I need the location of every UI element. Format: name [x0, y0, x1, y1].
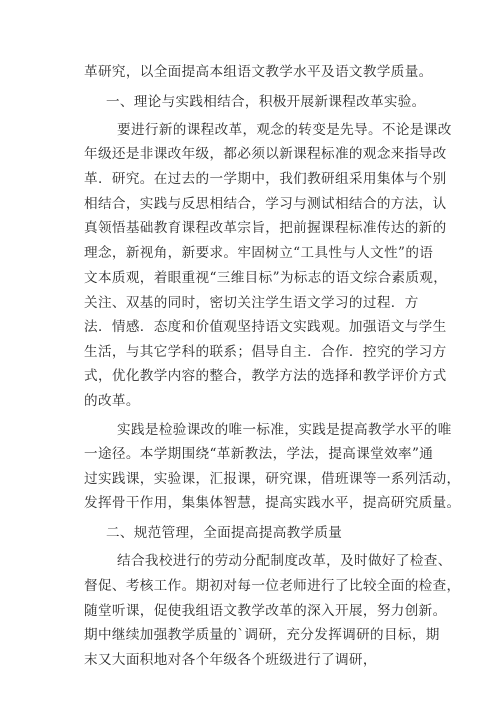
text-line: 随堂听课，促使我组语文教学改革的深入开展，努力创新。 — [84, 603, 447, 619]
text-line: 革．研究。在过去的一学期中，我们教研组采用集体与个别 — [84, 171, 447, 187]
text-line: 一途径。本学期围绕“革新教法，学法，提高课堂效率”通 — [84, 446, 434, 462]
text-line: 相结合，实践与反思相结合，学习与测试相结合的方法，认 — [84, 196, 447, 212]
section-heading-1: 一、理论与实践相结合，积极开展新课程改革实验。 — [106, 94, 426, 110]
text-line: 末又大面积地对各个年级各个班级进行了调研， — [84, 652, 377, 668]
text-line: 理念，新视角，新要求。牢固树立“工具性与人文性”的语 — [84, 245, 434, 261]
text-line: 生活，与其它学科的联系；倡导自主．合作．控究的学习方 — [84, 344, 447, 360]
text-line: 要进行新的课程改革，观念的转变是先导。不论是课改 — [117, 122, 452, 138]
text-line: 文本质观，着眼重视“三维目标”为标志的语文综合素质观， — [84, 270, 448, 286]
text-line: 法．情感．态度和价值观坚持语文实践观。加强语文与学生 — [84, 319, 447, 335]
text-line: 督促、考核工作。期初对每一位老师进行了比较全面的检查， — [84, 578, 461, 594]
text-line: 实践是检验课改的唯一标准，实践是提高教学水平的唯 — [117, 422, 452, 438]
text-line: 真领悟基础教育课程改革宗旨，把前握课程标准传达的新的 — [84, 220, 447, 236]
text-line: 的改革。 — [84, 393, 140, 409]
section-heading-2: 二、规范管理，全面提高提高教学质量 — [106, 525, 343, 541]
text-line: 期中继续加强教学质量的`调研，充分发挥调研的目标，期 — [84, 627, 440, 643]
text-line: 革研究，以全面提高本组语文教学水平及语文教学质量。 — [84, 64, 433, 80]
text-line: 结合我校进行的劳动分配制度改革，及时做好了检查、 — [117, 553, 452, 569]
text-line: 发挥骨干作用，集集体智慧，提高实践水平，提高研究质量。 — [84, 495, 461, 511]
text-line: 关注、双基的同时，密切关注学生语文学习的过程．方 — [84, 295, 419, 311]
text-line: 式，优化教学内容的整合，教学方法的选择和教学评价方式 — [84, 368, 447, 384]
text-line: 过实践课，实验课，汇报课，研究课，借班课等一系列活动， — [84, 471, 461, 487]
text-line: 年级还是非课改年级，都必须以新课程标准的观念来指导改 — [84, 146, 447, 162]
